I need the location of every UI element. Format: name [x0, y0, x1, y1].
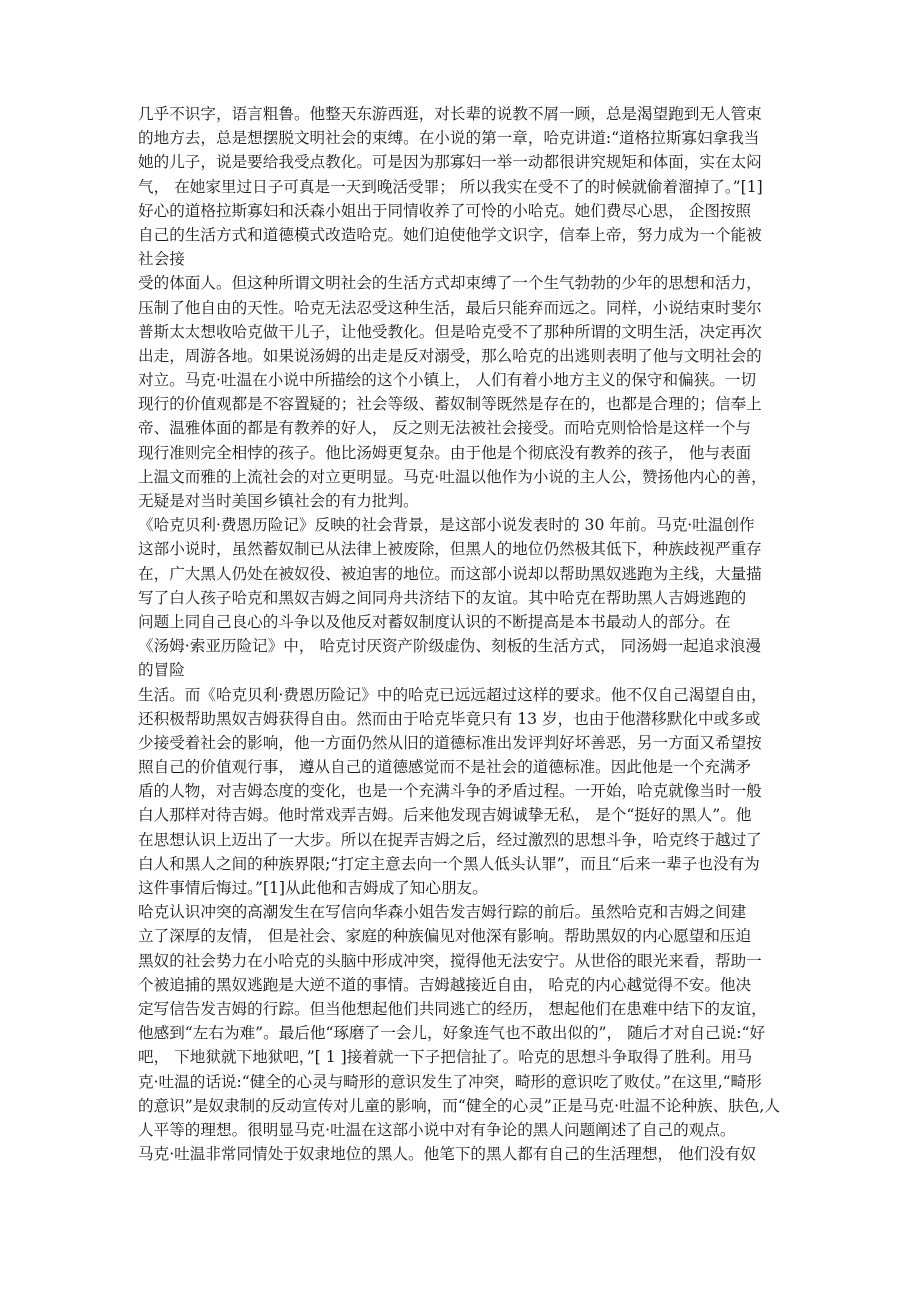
text-line: 黑奴的社会势力在小哈克的头脑中形成冲突，搅得他无法安宁。从世俗的眼光来看，帮助一 — [138, 951, 762, 970]
text-line: 生活。而《哈克贝利·费恩历险记》中的哈克已远远超过这样的要求。他不仅自己渴望自由， — [138, 685, 767, 704]
text-line: 帝、温雅体面的都是有教养的好人， 反之则无法被社会接受。而哈克则恰恰是这样一个与 — [138, 419, 752, 438]
text-line: 还积极帮助黑奴吉姆获得自由。然而由于哈克毕竟只有 13 岁，也由于他潜移默化中或多或 — [138, 709, 761, 728]
text-line: 《汤姆·索亚历险记》中， 哈克讨厌资产阶级虚伪、刻板的生活方式， 同汤姆一起追求浪漫 — [138, 637, 762, 656]
text-line: 对立。马克·吐温在小说中所描绘的这个小镇上， 人们有着小地方主义的保守和偏狭。一切 — [138, 371, 757, 390]
document-body — [138, 102, 784, 1166]
text-line: 这件事情后悔过。”[1]从此他和吉姆成了知心朋友。 — [138, 879, 488, 897]
text-line: 的冒险 — [138, 661, 185, 680]
text-line: 现行的价值观都是不容置疑的；社会等级、蓄奴制等既然是存在的，也都是合理的；信奉上 — [138, 395, 762, 414]
text-line: 气， 在她家里过日子可真是一天到晚活受罪； 所以我实在受不了的时候就偷着溜掉了。”[1] — [138, 177, 763, 196]
text-line: 立了深厚的友情， 但是社会、家庭的种族偏见对他深有影响。帮助黑奴的内心愿望和压迫 — [138, 927, 752, 946]
text-line: 《哈克贝利·费恩历险记》反映的社会背景，是这部小说发表时的 30 年前。马克·吐温创作 — [138, 516, 755, 535]
text-line: 上温文而雅的上流社会的对立更明显。马克·吐温以他作为小说的主人公，赞扬他内心的善， — [138, 467, 767, 486]
text-line: 少接受着社会的影响，他一方面仍然从旧的道德标准出发评判好坏善恶，另一方面又希望按 — [138, 733, 762, 752]
text-line: 无疑是对当时美国乡镇社会的有力批判。 — [138, 492, 419, 510]
text-line: 人平等的理想。很明显马克·吐温在这部小说中对有争论的黑人问题阐述了自己的观点。 — [138, 1120, 736, 1139]
text-line: 压制了他自由的天性。哈克无法忍受这种生活，最后只能弃而远之。同样，小说结束时斐尔 — [138, 298, 762, 317]
text-line: 盾的人物，对吉姆态度的变化，也是一个充满斗争的矛盾过程。一开始，哈克就像当时一般 — [138, 782, 762, 801]
text-line: 白人和黑人之间的种族界限;“打定主意去向一个黑人低头认罪”，而且“后来一辈子也没有为 — [138, 854, 760, 873]
text-line: 白人那样对待吉姆。他时常戏弄吉姆。后来他发现吉姆诚挚无私， 是个“挺好的黑人”。他 — [138, 806, 752, 825]
text-line: 在思想认识上迈出了一大步。所以在捉弄吉姆之后，经过激烈的思想斗争，哈克终于越过了 — [138, 830, 762, 849]
text-line: 几乎不识字，语言粗鲁。他整天东游西逛，对长辈的说教不屑一顾，总是渴望跑到无人管束 — [138, 105, 762, 123]
text-line: 吧， 下地狱就下地狱吧，”[ 1 ]接着就一下子把信扯了。哈克的思想斗争取得了胜利。用马 — [138, 1048, 753, 1067]
text-line: 的地方去，总是想摆脱文明社会的束缚。在小说的第一章，哈克讲道:“道格拉斯寡妇拿我当 — [138, 129, 760, 148]
text-line: 哈克认识冲突的高潮发生在写信向华森小姐告发吉姆行踪的前后。虽然哈克和吉姆之间建 — [138, 903, 747, 922]
text-line: 现行准则完全相悖的孩子。他比汤姆更复杂。由于他是个彻底没有教养的孩子， 他与表面 — [138, 443, 752, 462]
text-line: 他感到“左右为难”。最后他“琢磨了一会儿，好象连气也不敢出似的”， 随后才对自己说:“好 — [138, 1024, 766, 1043]
text-line: 受的体面人。但这种所谓文明社会的生活方式却束缚了一个生气勃勃的少年的思想和活力， — [138, 274, 762, 293]
text-line: 好心的道格拉斯寡妇和沃森小姐出于同情收养了可怜的小哈克。她们费尽心思， 企图按照 — [138, 201, 752, 220]
text-line: 照自己的价值观行事， 遵从自己的道德感觉而不是社会的道德标准。因此他是一个充满矛 — [138, 758, 752, 777]
text-line: 个被追捕的黑奴逃跑是大逆不道的事情。吉姆越接近自由， 哈克的内心越觉得不安。他决 — [138, 975, 752, 994]
text-line: 在，广大黑人仍处在被奴役、被迫害的地位。而这部小说却以帮助黑奴逃跑为主线，大量描 — [138, 564, 762, 583]
text-line: 她的儿子，说是要给我受点教化。可是因为那寡妇一举一动都很讲究规矩和体面，实在太闷 — [138, 153, 762, 172]
text-line: 马克·吐温非常同情处于奴隶地位的黑人。他笔下的黑人都有自己的生活理想， 他们没有奴 — [138, 1145, 757, 1164]
text-line: 普斯太太想收哈克做干儿子，让他受教化。但是哈克受不了那种所谓的文明生活，决定再次 — [138, 322, 762, 341]
text-line: 克·吐温的话说:“健全的心灵与畸形的意识发生了冲突，畸形的意识吃了败仗。”在这里,“畸形 — [138, 1072, 762, 1091]
text-line: 写了白人孩子哈克和黑奴吉姆之间同舟共济结下的友谊。其中哈克在帮助黑人吉姆逃跑的 — [138, 588, 747, 607]
text-line: 自己的生活方式和道德模式改造哈克。她们迫使他学文识字，信奉上帝，努力成为一个能被 — [138, 225, 762, 244]
text-line: 社会接 — [138, 250, 185, 269]
text-line: 问题上同自己良心的斗争以及他反对蓄奴制度认识的不断提高是本书最动人的部分。在 — [138, 612, 731, 631]
text-line: 出走，周游各地。如果说汤姆的出走是反对溺受，那么哈克的出逃则表明了他与文明社会的 — [138, 346, 762, 365]
text-line: 的意识”是奴隶制的反动宣传对儿童的影响，而“健全的心灵”正是马克·吐温不论种族、肤色,人 — [138, 1096, 780, 1115]
text-line: 定写信告发吉姆的行踪。但当他想起他们共同逃亡的经历， 想起他们在患难中结下的友谊， — [138, 999, 767, 1018]
text-line: 这部小说时，虽然蓄奴制已从法律上被废除，但黑人的地位仍然极其低下，种族歧视严重存 — [138, 540, 762, 559]
